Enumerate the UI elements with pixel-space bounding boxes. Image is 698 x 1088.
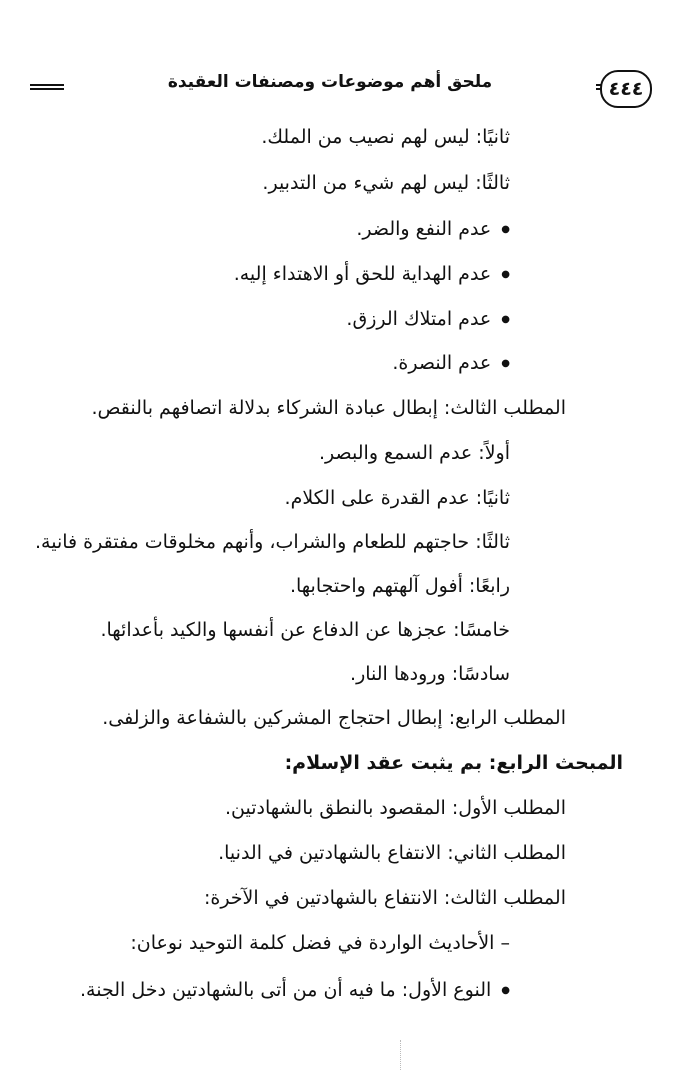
list-item: ● عدم الهداية للحق أو الاهتداء إليه.	[234, 259, 510, 290]
header-rule-left	[30, 84, 64, 90]
subsection-heading: المطلب الرابع: إبطال احتجاج المشركين بالشفاعة والزلفى.	[102, 707, 566, 729]
list-item: ● عدم النفع والضر.	[356, 214, 510, 245]
page-number-badge	[600, 70, 652, 108]
subsection-heading: المطلب الثالث: الانتفاع بالشهادتين في الآخرة:	[203, 887, 566, 909]
page-number: ٤٤٤	[608, 78, 644, 100]
text-line: – الأحاديث الواردة في فضل كلمة التوحيد نوعان:	[130, 932, 510, 954]
text-line: ثانيًا: ليس لهم نصيب من الملك.	[261, 126, 510, 148]
subsection-heading: المطلب الأول: المقصود بالنطق بالشهادتين.	[224, 797, 566, 819]
scan-artifact	[400, 1040, 403, 1070]
text-line: سادسًا: ورودها النار.	[350, 663, 510, 685]
list-item: ● عدم امتلاك الرزق.	[346, 304, 510, 335]
running-header	[30, 70, 652, 110]
text-line: ثالثًا: حاجتهم للطعام والشراب، وأنهم مخلوقات مفتقرة فانية.	[35, 531, 510, 553]
text-line: ثالثًا: ليس لهم شيء من التدبير.	[262, 172, 510, 194]
text-line: ثانيًا: عدم القدرة على الكلام.	[284, 487, 510, 509]
text-line: خامسًا: عجزها عن الدفاع عن أنفسها والكيد بأعدائها.	[100, 619, 510, 641]
text-line: رابعًا: أفول آلهتهم واحتجابها.	[289, 575, 510, 597]
text-line: أولاً: عدم السمع والبصر.	[319, 442, 510, 464]
list-item: ● النوع الأول: ما فيه أن من أتى بالشهادتين دخل الجنة.	[80, 975, 510, 1006]
subsection-heading: المطلب الثالث: إبطال عبادة الشركاء بدلالة اتصافهم بالنقص.	[91, 397, 566, 419]
running-title: ملحق أهم موضوعات ومصنفات العقيدة	[167, 72, 493, 92]
list-item: ● عدم النصرة.	[392, 348, 510, 379]
section-heading: المبحث الرابع: بم يثبت عقد الإسلام:	[284, 752, 623, 774]
subsection-heading: المطلب الثاني: الانتفاع بالشهادتين في الدنيا.	[218, 842, 566, 864]
